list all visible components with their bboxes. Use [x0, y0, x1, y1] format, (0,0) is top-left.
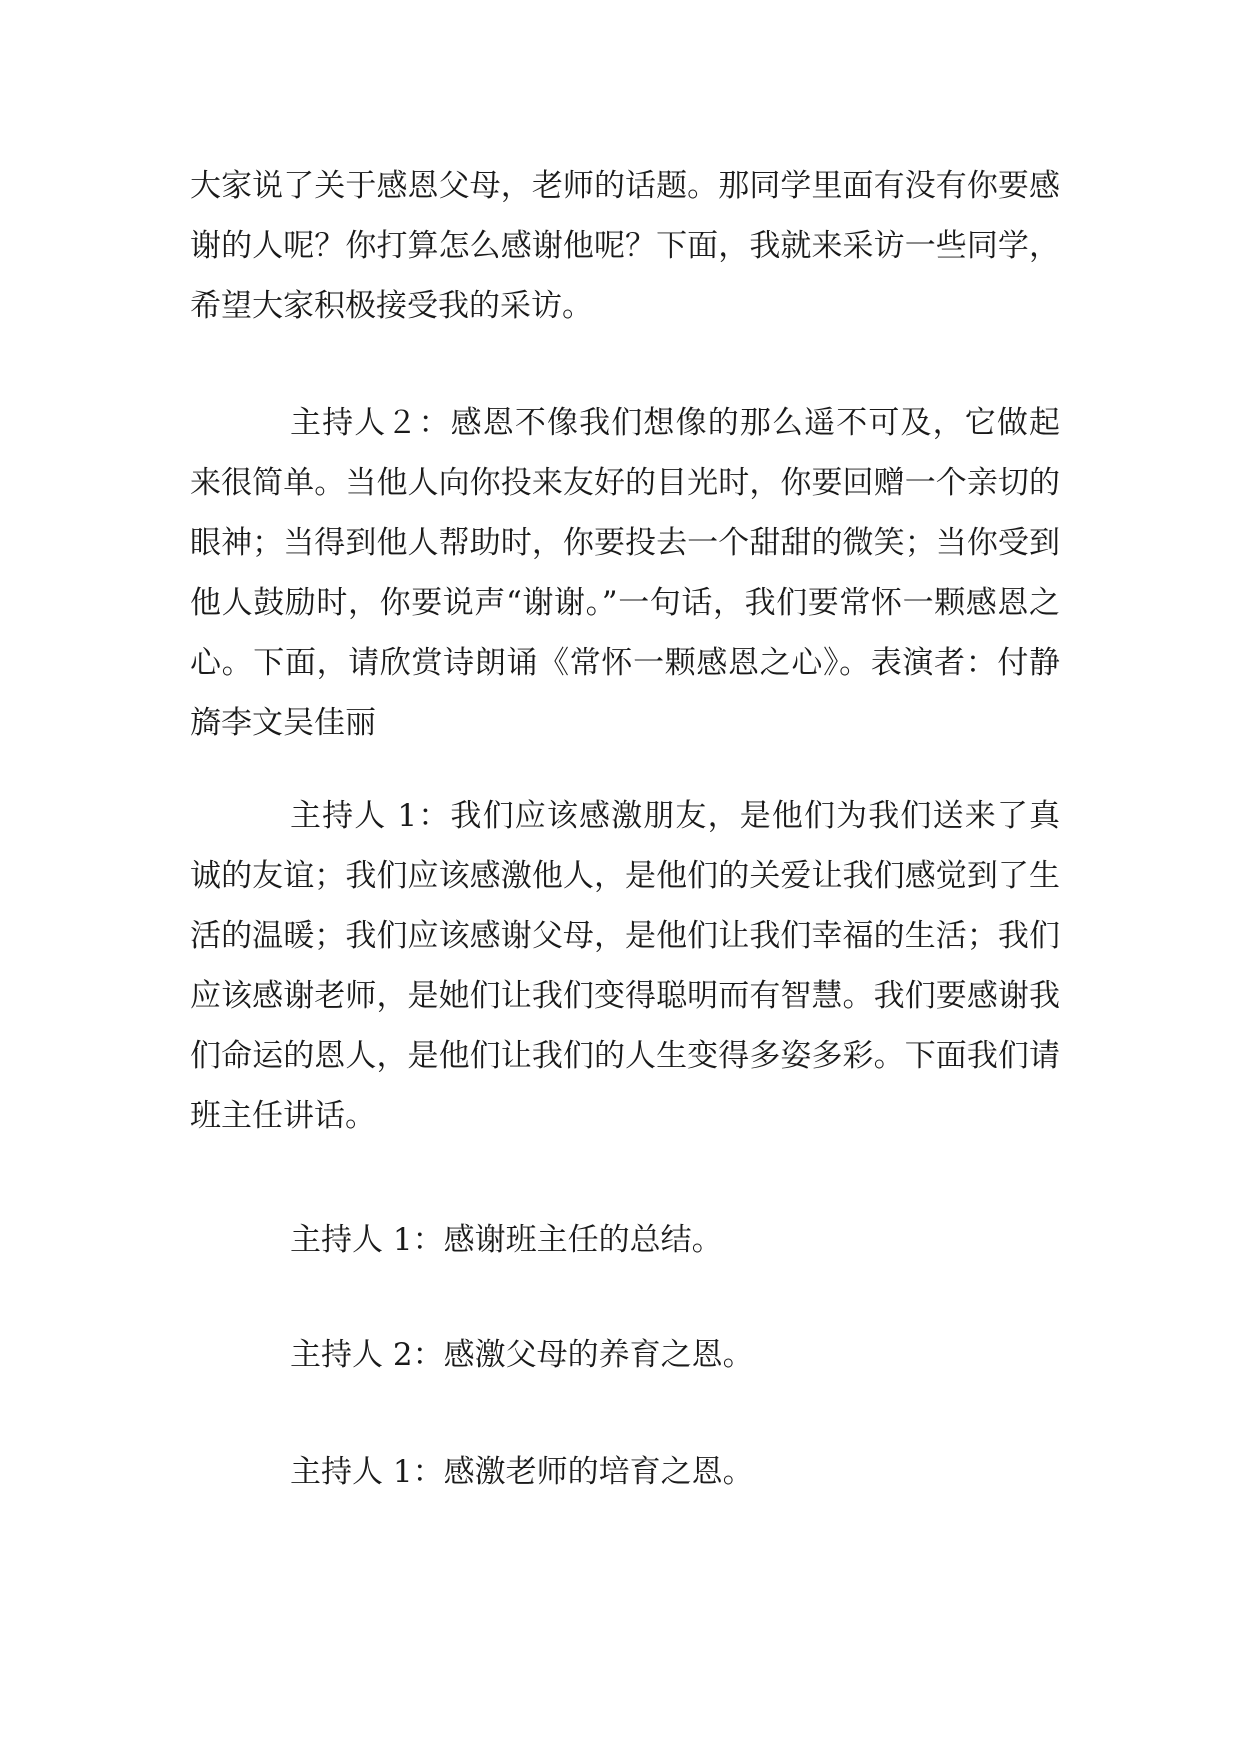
paragraph-interview-intro: 大家说了关于感恩父母，老师的话题。那同学里面有没有你要感谢的人呢？你打算怎么感谢他呢？下面，我就来采访一些同学，希望大家积极接受我的采访。	[190, 168, 1060, 324]
paragraph-host2-gratitude: 主持人２：感恩不像我们想像的那么遥不可及，它做起来很简单。当他人向你投来友好的目光时，你要回赠一个亲切的眼神；当得到他人帮助时，你要投去一个甜甜的微笑；当你受到他人鼓励时，你要说声“谢谢。”一句话，我们要常怀一颗感恩之心。下面，请欣赏诗朗诵《常怀一颗感恩之心》。表演者：付静旖李文吴佳丽	[190, 405, 1060, 741]
paragraph-host1-summary: 主持人 1：感谢班主任的总结。	[290, 1222, 723, 1258]
paragraph-host1-teachers: 主持人 1：感激老师的培育之恩。	[290, 1454, 754, 1490]
paragraph-host1-thanks: 主持人 1：我们应该感激朋友，是他们为我们送来了真诚的友谊；我们应该感激他人，是他们的关爱让我们感觉到了生活的温暖；我们应该感谢父母，是他们让我们幸福的生活；我们应该感谢老师，是她们让我们变得聪明而有智慧。我们要感谢我们命运的恩人，是他们让我们的人生变得多姿多彩。下面我们请班主任讲话。	[190, 798, 1060, 1134]
paragraph-host2-parents: 主持人 2：感激父母的养育之恩。	[290, 1337, 754, 1373]
